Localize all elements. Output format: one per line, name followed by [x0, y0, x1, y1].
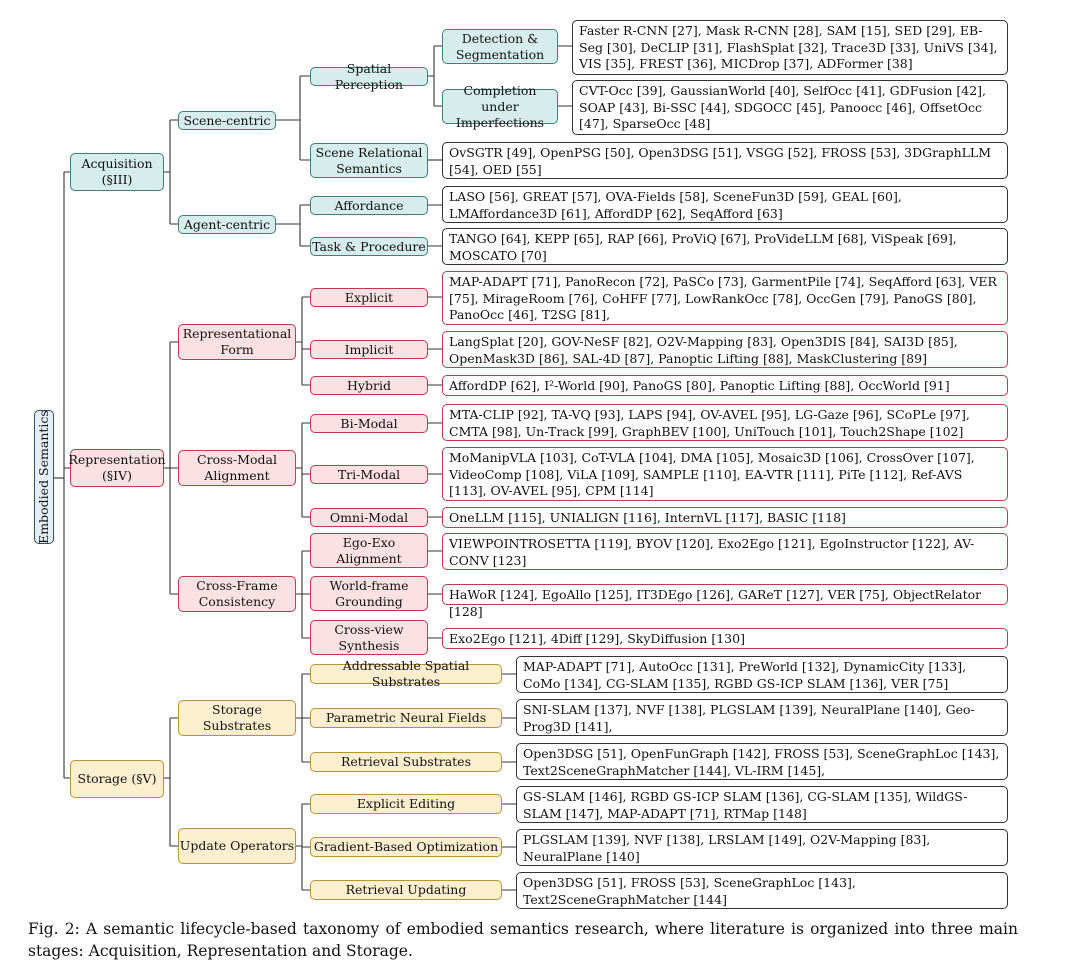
retrieval-updating-literature: Open3DSG [51], FROSS [53], SceneGraphLoc [143], Text2SceneGraphMatcher [144]: [516, 872, 1008, 909]
ego-exo-literature: VIEWPOINTROSETTA [119], BYOV [120], Exo2Ego [121], EgoInstructor [122], AV-CONV [123]: [442, 533, 1008, 570]
scene-relational-label: Scene Relational Semantics: [315, 144, 423, 176]
parametric-label: Parametric Neural Fields: [325, 710, 487, 725]
retrieval-substrates-node: [310, 752, 502, 772]
detection-literature: Faster R-CNN [27], Mask R-CNN [28], SAM [15], SED [29], EB-Seg [30], DeCLIP [31], FlashSplat [32], Trace3D [33], UniVS [34], VIS [35], FREST [36], MICDrop [37], ADFormer [38]: [572, 20, 1008, 75]
hybrid-label: Hybrid: [347, 377, 391, 393]
task-literature: TANGO [64], KEPP [65], RAP [66], ProViQ [67], ProVideLLM [68], ViSpeak [69], MOSCATO [70]: [442, 228, 1008, 265]
omni-modal-node: [310, 508, 428, 527]
update-operators-label: Update Operators: [179, 838, 295, 853]
explicit-editing-literature: GS-SLAM [146], RGBD GS-ICP SLAM [136], CG-SLAM [135], WildGS-SLAM [147], MAP-ADAPT [71], RTMap [148]: [516, 786, 1008, 823]
figure-caption: Fig. 2: A semantic lifecycle-based taxonomy of embodied semantics research, where literature is organized into three main stages: Acquisition, Representation and Storage.: [28, 920, 1018, 960]
completion-label: Completion under Imperfections: [455, 82, 545, 130]
retrieval-updating-label: Retrieval Updating: [345, 882, 467, 897]
cross-view-label: Cross-view Synthesis: [334, 621, 404, 653]
completion-node: [442, 82, 558, 130]
cross-view-node: [310, 620, 428, 655]
parametric-literature: SNI-SLAM [137], NVF [138], PLGSLAM [139], NeuralPlane [140], Geo-Prog3D [141],: [516, 699, 1008, 736]
explicit-literature: MAP-ADAPT [71], PanoRecon [72], PaSCo [73], GarmentPile [74], SeqAfford [63], VER [75], MirageRoom [76], CoHFF [77], LowRankOcc [78], OccGen [79], PanoGS [80], PanoOcc [46], T2SG [81],: [442, 271, 1008, 325]
root-node: [34, 410, 54, 544]
update-operators-node: [178, 828, 296, 864]
detection-segmentation-node: [442, 29, 558, 64]
explicit-node: [310, 288, 428, 307]
affordance-literature: LASO [56], GREAT [57], OVA-Fields [58], SceneFun3D [59], GEAL [60], LMAffordance3D [61], AffordDP [62], SeqAfford [63]: [442, 186, 1008, 223]
storage-substrates-label: Storage Substrates: [202, 702, 272, 733]
implicit-literature: LangSplat [20], GOV-NeSF [82], O2V-Mapping [83], Open3DIS [84], SAI3D [85], OpenMask3D [86], SAL-4D [87], Panoptic Lifting [88], MaskClustering [89]: [442, 331, 1008, 368]
scene-relational-node: [310, 143, 428, 178]
spatial-perception-node: [310, 60, 428, 92]
tri-modal-literature: MoManipVLA [103], CoT-VLA [104], DMA [105], Mosaic3D [106], CrossOver [107], VideoComp [108], ViLA [109], SAMPLE [110], EA-VTR [111], PiTe [112], Ref-AVS [113], OV-AVEL [95], CPM [114]: [442, 447, 1008, 501]
retrieval-updating-node: [310, 880, 502, 900]
hybrid-node: [310, 376, 428, 395]
scene-centric-label: Scene-centric: [183, 112, 271, 128]
spatial-perception-label: Spatial Perception: [334, 60, 404, 92]
completion-literature: CVT-Occ [39], GaussianWorld [40], SelfOcc [41], GDFusion [42], SOAP [43], Bi-SSC [44], SDGOCC [45], Panoocc [46], OffsetOcc [47], SparseOcc [48]: [572, 80, 1008, 135]
storage-substrates-node: [178, 700, 296, 736]
explicit-editing-label: Explicit Editing: [356, 796, 456, 811]
world-frame-literature: HaWoR [124], EgoAllo [125], IT3DEgo [126], GAReT [127], VER [75], ObjectRelator [128]: [442, 584, 1008, 605]
acquisition-node: [70, 153, 164, 191]
cross-frame-label: Cross-Frame Consistency: [196, 578, 278, 609]
detection-label: Detection & Segmentation: [455, 30, 545, 62]
explicit-label: Explicit: [344, 289, 394, 305]
retrieval-substrates-label: Retrieval Substrates: [340, 754, 471, 769]
cross-modal-node: [178, 450, 296, 486]
addressable-literature: MAP-ADAPT [71], AutoOcc [131], PreWorld [132], DynamicCity [133], CoMo [134], CG-SLAM [135], RGBD GS-ICP SLAM [136], VER [75]: [516, 656, 1008, 693]
tri-modal-node: [310, 465, 428, 484]
world-frame-node: [310, 576, 428, 611]
task-procedure-node: [310, 237, 428, 256]
root-label: Embodied Semantics: [36, 410, 52, 544]
gradient-node: [310, 837, 502, 857]
scene-centric-node: [178, 111, 276, 130]
world-frame-label: World-frame Grounding: [329, 577, 409, 609]
omni-modal-literature: OneLLM [115], UNIALIGN [116], InternVL [117], BASIC [118]: [442, 507, 1008, 528]
scene-relational-literature: OvSGTR [49], OpenPSG [50], Open3DSG [51], VSGG [52], FROSS [53], 3DGraphLLM [54], OED [55]: [442, 142, 1008, 179]
agent-centric-label: Agent-centric: [183, 216, 271, 232]
task-procedure-label: Task & Procedure: [312, 238, 426, 254]
ego-exo-label: Ego-Exo Alignment: [336, 534, 402, 566]
representation-label: Representation (§IV): [68, 452, 166, 483]
omni-modal-label: Omni-Modal: [329, 509, 409, 525]
bi-modal-node: [310, 414, 428, 433]
gradient-literature: PLGSLAM [139], NVF [138], LRSLAM [149], O2V-Mapping [83], NeuralPlane [140]: [516, 829, 1008, 866]
explicit-editing-node: [310, 794, 502, 814]
parametric-node: [310, 708, 502, 728]
addressable-label: Addressable Spatial Substrates: [342, 658, 470, 689]
affordance-node: [310, 196, 428, 215]
implicit-node: [310, 340, 428, 359]
representational-form-label: Representational Form: [182, 326, 292, 357]
ego-exo-node: [310, 533, 428, 568]
representational-form-node: [178, 324, 296, 360]
addressable-node: [310, 658, 502, 689]
cross-frame-node: [178, 576, 296, 612]
implicit-label: Implicit: [344, 341, 394, 357]
cross-modal-label: Cross-Modal Alignment: [197, 452, 277, 483]
acquisition-label: Acquisition (§III): [81, 156, 153, 187]
tri-modal-label: Tri-Modal: [337, 466, 401, 482]
affordance-label: Affordance: [334, 197, 404, 213]
retrieval-substrates-literature: Open3DSG [51], OpenFunGraph [142], FROSS [53], SceneGraphLoc [143], Text2SceneGraphMatcher [144], VL-IRM [145],: [516, 743, 1008, 780]
bi-modal-literature: MTA-CLIP [92], TA-VQ [93], LAPS [94], OV-AVEL [95], LG-Gaze [96], SCoPLe [97], CMTA [98], Un-Track [99], GraphBEV [100], UniTouch [101], Touch2Shape [102]: [442, 404, 1008, 441]
representation-node: [70, 449, 164, 487]
hybrid-literature: AffordDP [62], I²-World [90], PanoGS [80], Panoptic Lifting [88], OccWorld [91]: [442, 375, 1008, 396]
storage-label: Storage (§V): [77, 771, 157, 786]
gradient-label: Gradient-Based Optimization: [313, 839, 499, 854]
cross-view-literature: Exo2Ego [121], 4Diff [129], SkyDiffusion [130]: [442, 628, 1008, 649]
bi-modal-label: Bi-Modal: [340, 415, 398, 431]
agent-centric-node: [178, 215, 276, 234]
storage-node: [70, 760, 164, 798]
